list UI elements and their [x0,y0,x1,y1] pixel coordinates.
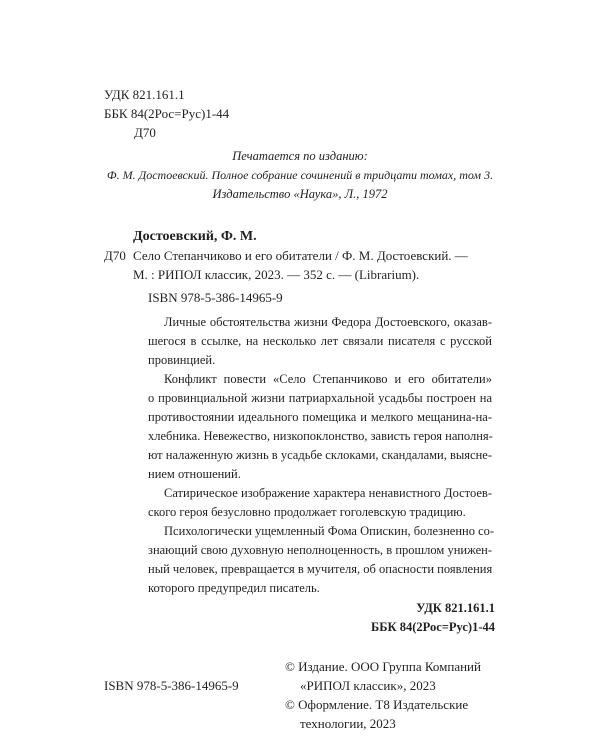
annotation-line: хлебника. Невежество, низкопоклонство, зависть героя наполня- [148,429,493,443]
footer-isbn: ISBN 978-5-386-14965-9 [104,678,239,693]
annotation-line: Личные обстоятельства жизни Федора Достоевского, оказав- [164,315,492,329]
author-mark: Д70 [134,125,156,140]
catalog-title-line1: Село Степанчиково и его обитатели / Ф. М. Достоевский. — [133,248,468,263]
catalog-author-mark: Д70 [104,248,126,263]
annotation-line: ют налаженную жизнь в усадьбе склоками, скандалами, выясне- [148,448,492,462]
annotation-line: противостоянии идеального помещика и мелкого мещанина-на- [148,410,492,424]
annotation-line: Сатирическое изображение характера ненавистного Достоев- [164,486,492,500]
annotation-line: нием отношений. [148,467,241,481]
annotation-line: провинцией. [148,353,216,367]
bbk-code: ББК 84(2Рос=Рус)1-44 [104,106,230,121]
annotation-paragraph-2 [148,370,492,484]
annotation-line: которого предупредил писатель. [148,581,320,595]
annotation-line: о провинциальной жизни патриархальной усадьбы построен на [148,391,492,405]
annotation-paragraph-3 [148,484,492,522]
copyright-edition-line2: «РИПОЛ классик», 2023 [300,678,436,693]
edition-note-heading: Печатается по изданию: [232,149,368,163]
bbk-code-bottom: ББК 84(2Рос=Рус)1-44 [371,620,495,634]
annotation-line: ского героя безусловно продолжает гоголевскую традицию. [148,505,466,519]
annotation-paragraph-4 [148,522,495,598]
catalog-author: Достоевский, Ф. М. [133,229,257,244]
annotation-line: шегося в ссылке, на несколько лет связали писателя с русской [148,334,492,348]
annotation-line: ный человек, превращается в мучителя, об опасности появления [148,562,493,576]
catalog-title-line2: М. : РИПОЛ классик, 2023. — 352 с. — (Librarium). [133,267,420,282]
annotation-line: Психологически ущемленный Фома Опискин, болезненно со- [164,524,495,538]
edition-note-line1: Ф. М. Достоевский. Полное собрание сочинений в тридцати томах, том 3. [106,168,494,182]
annotation-line: Конфликт повести «Село Степанчиково и его обитатели» [164,372,492,386]
copyright-design-line1: © Оформление. Т8 Издательские [285,697,469,712]
copyright-design-line2: технологии, 2023 [300,716,396,731]
annotation-line: знающий свою духовную неполноценность, в прошлом унижен- [148,543,492,557]
annotation-paragraph-1 [148,313,492,370]
edition-note-line2: Издательство «Наука», Л., 1972 [212,187,388,201]
catalog-isbn: ISBN 978-5-386-14965-9 [148,290,283,305]
udk-code: УДК 821.161.1 [104,87,185,102]
copyright-edition-line1: © Издание. ООО Группа Компаний [285,659,481,674]
udk-code-bottom: УДК 821.161.1 [416,601,495,615]
